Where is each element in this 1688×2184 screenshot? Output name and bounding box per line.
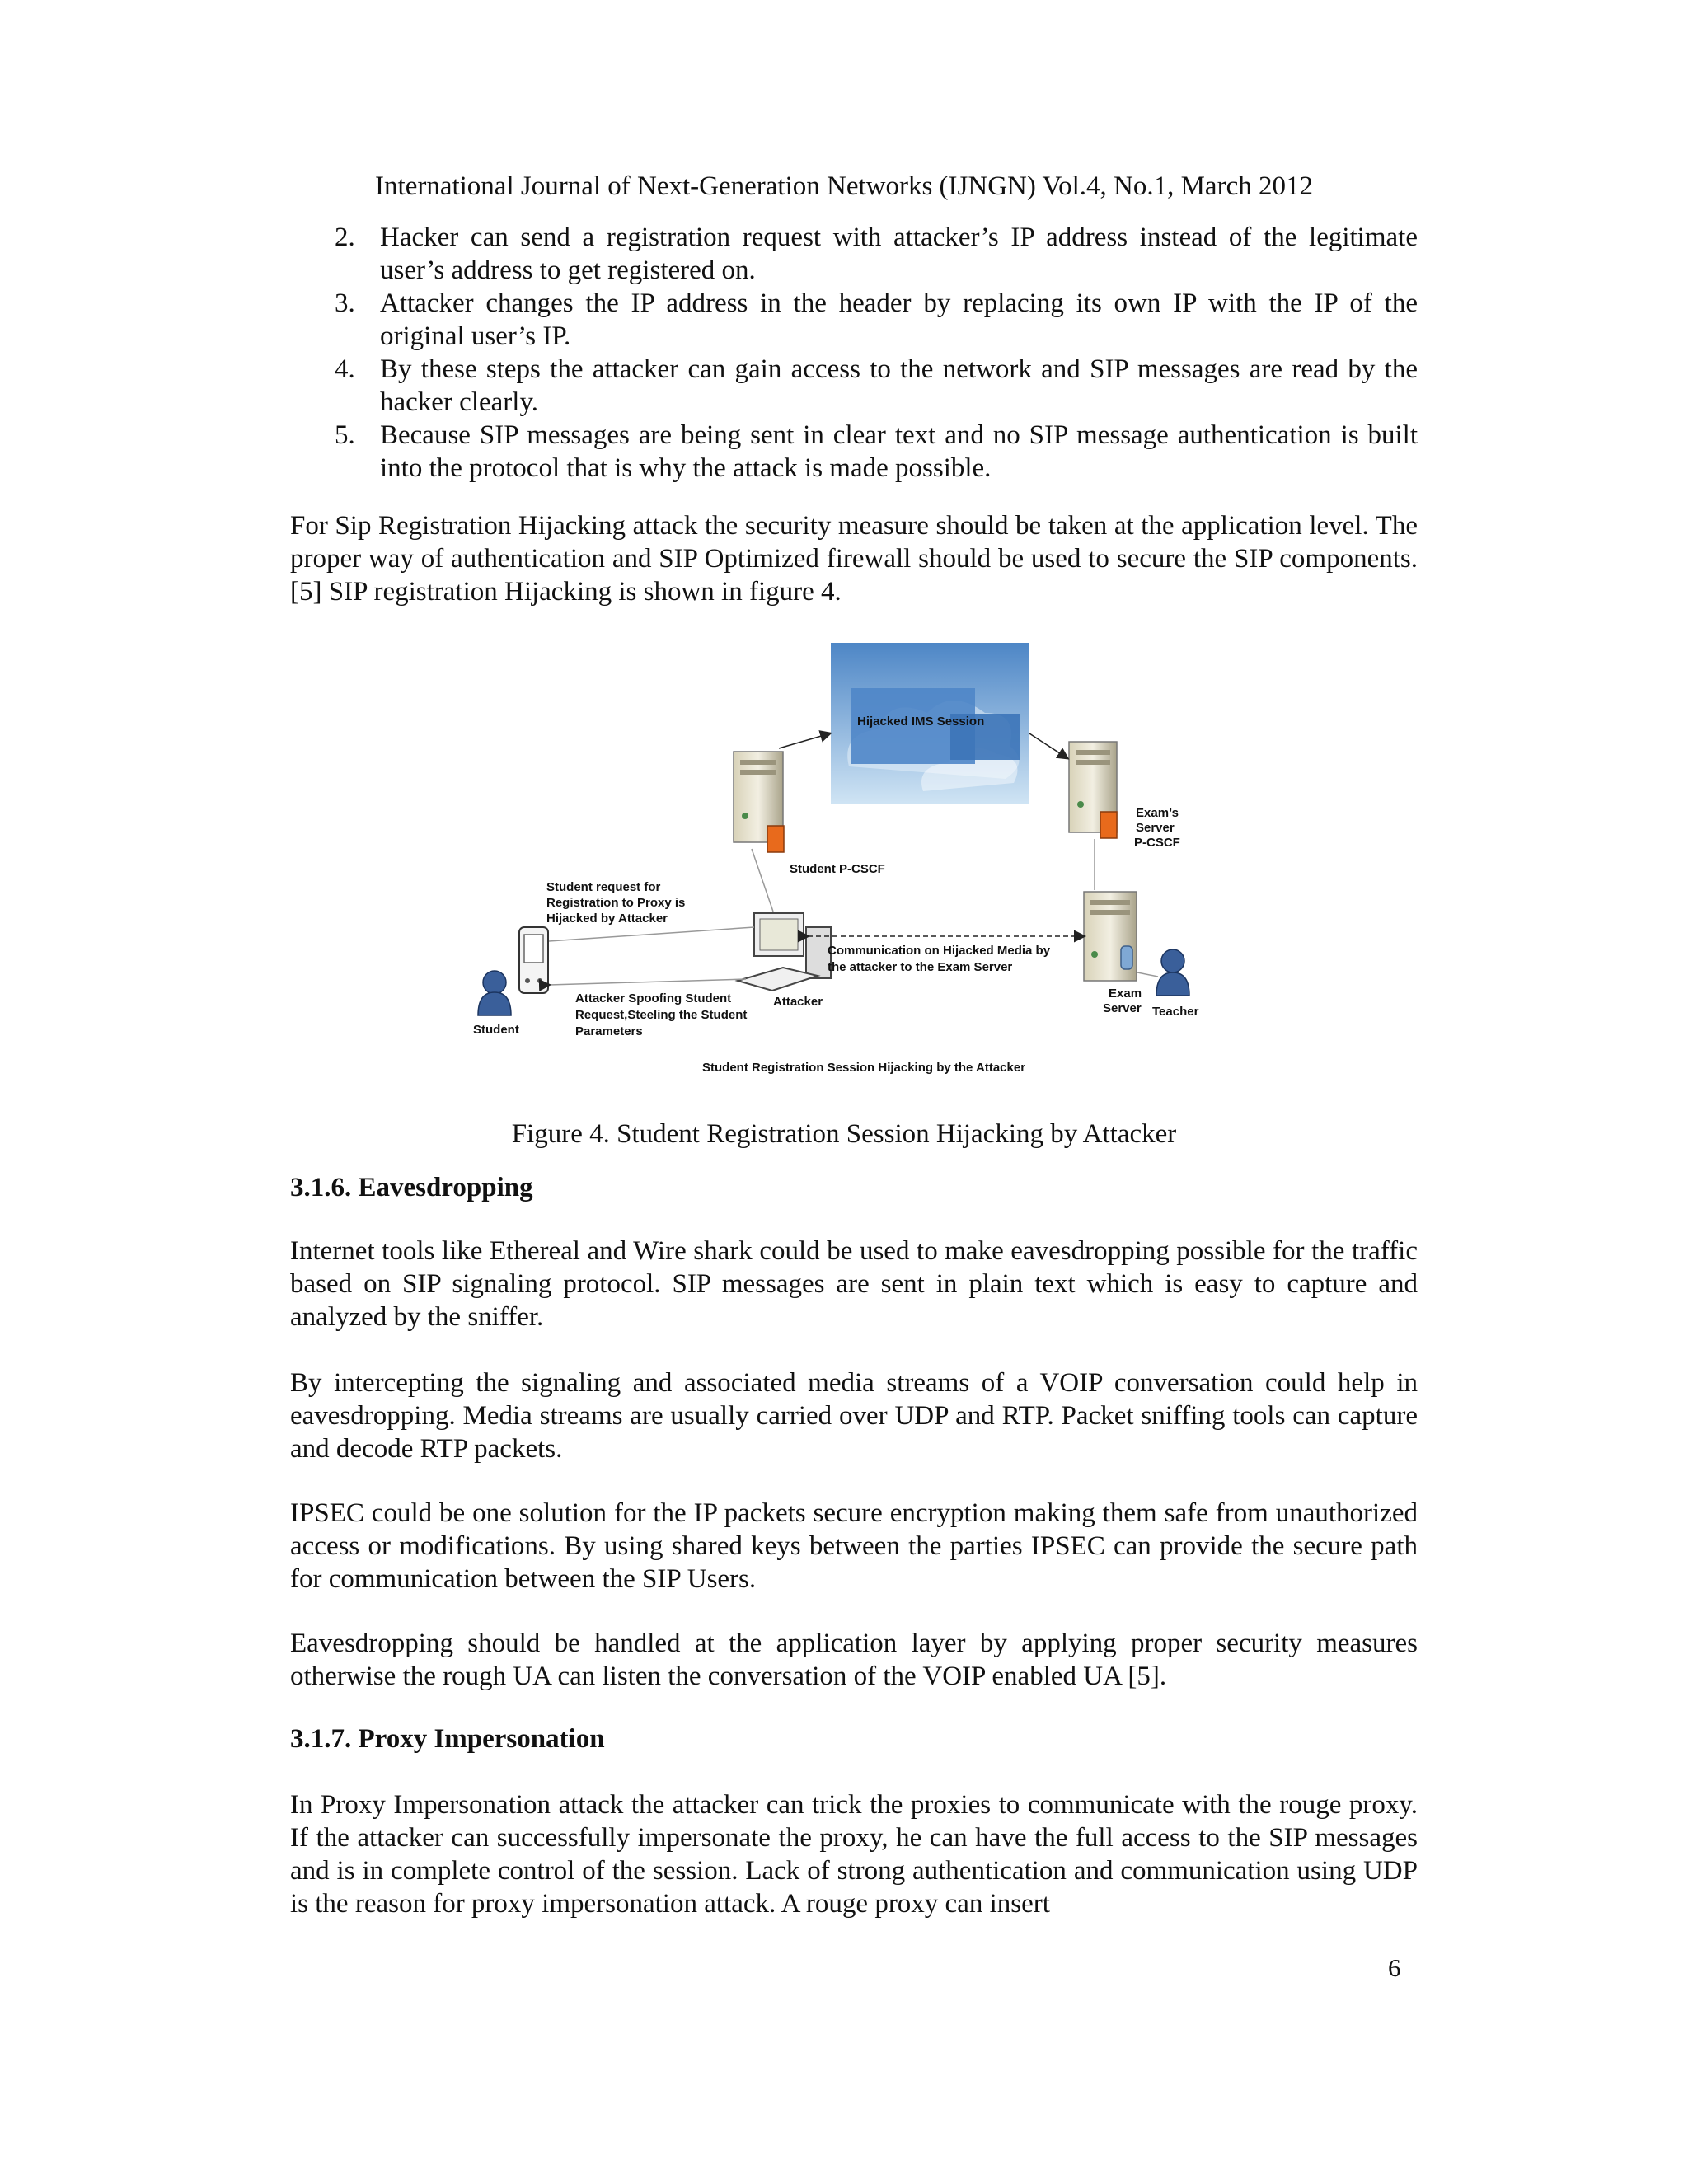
teacher-label: Teacher — [1152, 1005, 1199, 1019]
exam-server-icon — [1084, 892, 1137, 981]
figure-4-diagram — [462, 643, 1236, 1088]
paragraph-proxy-impersonation: In Proxy Impersonation attack the attacker can trick the proxies to communicate with the rouge proxy. If the attacker can successfully impersonate the proxy, he can have the full access to the SIP messages and is in complete control of the session. Lack of strong authentication and communication using UDP is the reason for proxy impersonation attack. A rouge proxy can insert — [290, 1790, 1418, 1919]
list-item-text: Hacker can send a registration request with attacker’s IP address instead of the legitimate user’s address to get registered on. — [380, 223, 1418, 285]
list-item-text: Attacker changes the IP address in the header by replacing its own IP with the IP of the original user’s IP. — [380, 288, 1418, 351]
list-item-number: 5. — [335, 420, 355, 450]
spoofing-line3: Parameters — [575, 1024, 643, 1038]
paragraph-eavesdropping-1: Internet tools like Ethereal and Wire shark could be used to make eavesdropping possible for the traffic based on SIP signaling protocol. SIP messages are sent in plain text which is easy to capture and analyzed by the sniffer. — [290, 1236, 1418, 1332]
section-heading-eavesdropping: 3.1.6. Eavesdropping — [290, 1173, 533, 1202]
exam-server-label-line2: Server — [1103, 1001, 1142, 1015]
page-number: 6 — [1388, 1953, 1401, 1982]
communication-line1: Communication on Hijacked Media by — [828, 944, 1051, 958]
list-item — [287, 419, 1418, 485]
student-request-line1: Student request for — [546, 880, 661, 894]
list-item-number: 4. — [335, 354, 355, 384]
list-item-number: 2. — [335, 223, 355, 252]
spoofing-line2: Request,Steeling the Student — [575, 1008, 748, 1022]
student-avatar-icon — [478, 971, 511, 1015]
student-request-line3: Hijacked by Attacker — [546, 912, 668, 926]
paragraph-eavesdropping-3: IPSEC could be one solution for the IP packets secure encryption making them safe from unauthorized access or modifications. By using shared keys between the parties IPSEC can provide the secure path for communication between the SIP Users. — [290, 1498, 1418, 1594]
attacker-computer-icon — [738, 913, 831, 991]
running-header: International Journal of Next-Generation Networks (IJNGN) Vol.4, No.1, March 2012 — [375, 171, 1313, 201]
diagram-svg — [462, 643, 1236, 1088]
line-attacker-spoofing — [549, 979, 746, 985]
list-item-number: 3. — [335, 288, 355, 318]
exam-pcscf-label-line3: P-CSCF — [1134, 836, 1180, 850]
paragraph-eavesdropping-2: By intercepting the signaling and associated media streams of a VOIP conversation could help in eavesdropping. Media streams are usually carried over UDP and RTP. Packet sniffing tools can capture and decode RTP packets. — [290, 1368, 1418, 1464]
student-pcscf-server-icon — [734, 752, 784, 852]
list-item — [287, 287, 1418, 353]
line-exam-server-teacher — [1137, 972, 1158, 977]
list-item-text: Because SIP messages are being sent in clear text and no SIP message authentication is built into the protocol that is why the attack is made possible. — [380, 420, 1418, 483]
list-item-text: By these steps the attacker can gain access to the network and SIP messages are read by the hacker clearly. — [380, 354, 1418, 417]
figure-caption: Figure 4. Student Registration Session Hijacking by Attacker — [511, 1119, 1177, 1149]
teacher-avatar-icon — [1156, 949, 1189, 996]
numbered-list — [287, 221, 1418, 485]
arrow-pcscf-to-cloud — [779, 733, 830, 748]
line-student-request — [549, 927, 754, 941]
exam-pcscf-label-line1: Exam’s — [1136, 806, 1179, 820]
communication-line2: the attacker to the Exam Server — [828, 960, 1013, 974]
spoofing-line1: Attacker Spoofing Student — [575, 991, 732, 1005]
diagram-title: Student Registration Session Hijacking by the Attacker — [702, 1061, 1026, 1075]
cloud-label: Hijacked IMS Session — [857, 715, 985, 729]
student-label: Student — [473, 1023, 519, 1037]
exam-pcscf-label-line2: Server — [1136, 821, 1175, 835]
paragraph-sip-registration: For Sip Registration Hijacking attack the security measure should be taken at the application level. The proper way of authentication and SIP Optimized firewall should be used to secure the SIP components. [5] SIP registration Hijacking is shown in figure 4. — [290, 511, 1418, 607]
exam-pcscf-server-icon — [1069, 742, 1117, 838]
student-request-line2: Registration to Proxy is — [546, 896, 686, 910]
pda-device-icon — [519, 927, 548, 993]
section-heading-proxy-impersonation: 3.1.7. Proxy Impersonation — [290, 1724, 605, 1754]
list-item — [287, 353, 1418, 419]
line-pcscf-attacker — [752, 849, 773, 912]
list-item — [287, 221, 1418, 287]
exam-server-label-line1: Exam — [1109, 987, 1142, 1001]
hijacked-ims-cloud — [831, 643, 1029, 804]
student-pcscf-label: Student P-CSCF — [790, 862, 885, 876]
paragraph-eavesdropping-4: Eavesdropping should be handled at the application layer by applying proper security measures otherwise the rough UA can listen the conversation of the VOIP enabled UA [5]. — [290, 1629, 1418, 1691]
arrow-cloud-to-exam-pcscf — [1029, 733, 1067, 758]
attacker-label: Attacker — [773, 995, 823, 1009]
